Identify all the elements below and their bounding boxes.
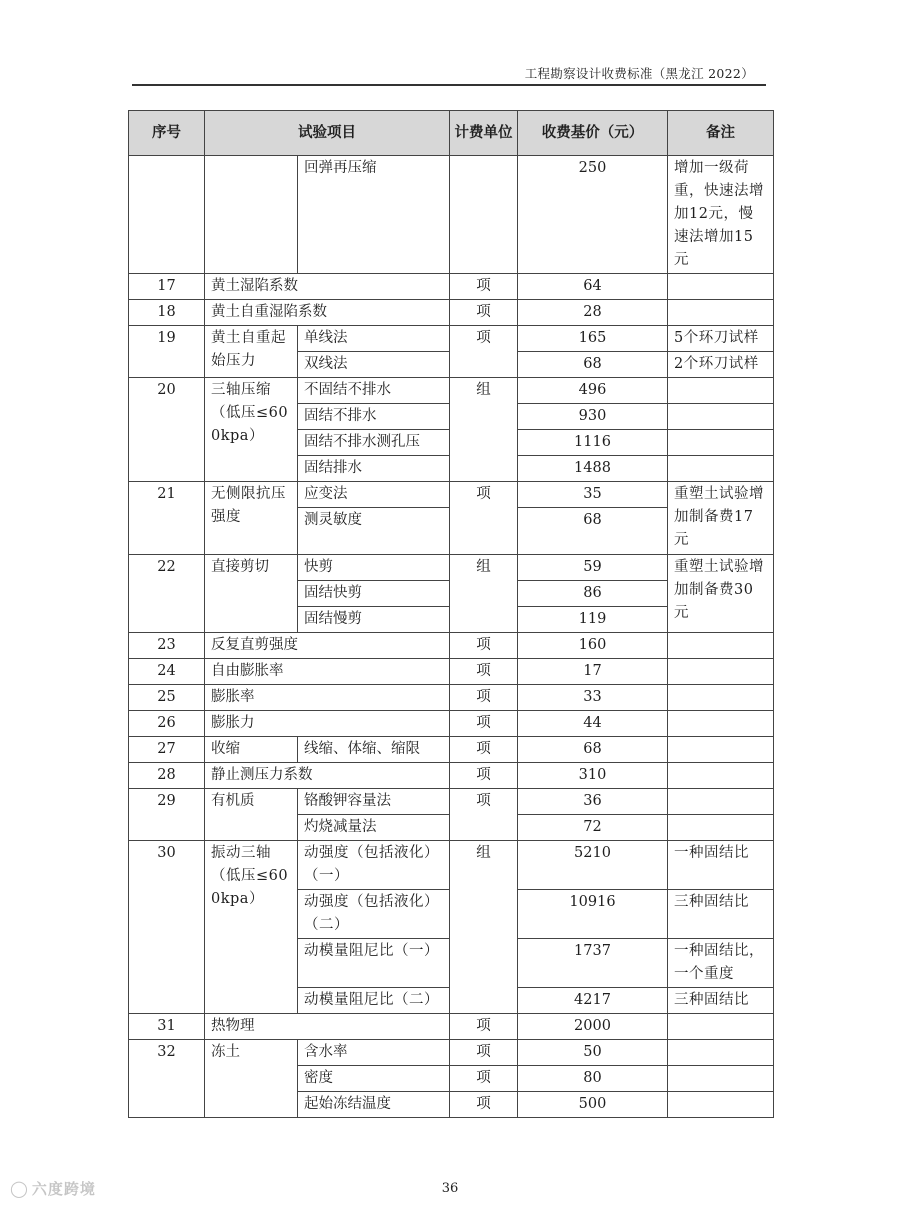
table-row [129,789,774,815]
row-price: 1116 [518,430,668,456]
row-unit: 组 [450,841,518,1014]
row-price: 68 [518,352,668,378]
row-subitem: 快剪 [298,555,450,581]
row-remark [668,300,774,326]
row-item [205,156,298,274]
row-unit: 项 [450,763,518,789]
row-price: 1737 [518,939,668,988]
row-number: 30 [129,841,205,1014]
row-remark: 一种固结比 [668,841,774,890]
row-subitem: 回弹再压缩 [298,156,450,274]
table-row [129,659,774,685]
row-unit: 组 [450,555,518,633]
row-price: 165 [518,326,668,352]
row-item: 振动三轴（低压≤600kpa） [205,841,298,1014]
row-remark [668,404,774,430]
row-price: 28 [518,300,668,326]
row-number: 20 [129,378,205,482]
row-remark: 一种固结比，一个重度 [668,939,774,988]
row-price: 33 [518,685,668,711]
row-number: 21 [129,482,205,555]
row-unit: 项 [450,1040,518,1066]
table-row [129,711,774,737]
row-number: 22 [129,555,205,633]
row-subitem: 固结慢剪 [298,607,450,633]
row-unit: 项 [450,274,518,300]
row-price: 64 [518,274,668,300]
row-item: 有机质 [205,789,298,841]
table-row [129,300,774,326]
row-subitem: 含水率 [298,1040,450,1066]
row-number: 26 [129,711,205,737]
header-remark: 备注 [668,111,774,156]
row-price: 86 [518,581,668,607]
row-number: 32 [129,1040,205,1118]
row-item: 黄土自重湿陷系数 [205,300,450,326]
watermark-text: 六度跨境 [31,1180,96,1198]
row-item: 热物理 [205,1014,450,1040]
row-unit: 项 [450,711,518,737]
row-subitem: 固结不排水 [298,404,450,430]
row-item: 静止测压力系数 [205,763,450,789]
table-row [129,378,774,404]
row-remark [668,274,774,300]
row-price: 17 [518,659,668,685]
row-remark [668,789,774,815]
table-row [129,1014,774,1040]
row-number: 23 [129,633,205,659]
row-remark [668,685,774,711]
row-subitem: 铬酸钾容量法 [298,789,450,815]
row-item: 膨胀力 [205,711,450,737]
row-remark: 重塑土试验增加制备费17元 [668,482,774,555]
row-unit: 项 [450,659,518,685]
row-subitem: 动模量阻尼比（一） [298,939,450,988]
row-number: 29 [129,789,205,841]
row-unit: 项 [450,789,518,841]
table-row [129,633,774,659]
table-row [129,763,774,789]
table-row [129,841,774,890]
row-subitem: 单线法 [298,326,450,352]
row-subitem: 双线法 [298,352,450,378]
row-number: 17 [129,274,205,300]
row-unit: 组 [450,378,518,482]
row-unit: 项 [450,300,518,326]
row-price: 500 [518,1092,668,1118]
row-remark: 三种固结比 [668,988,774,1014]
row-remark [668,737,774,763]
running-header: 工程勘察设计收费标准（黑龙江 2022） [524,66,754,81]
table-row [129,555,774,581]
row-number: 25 [129,685,205,711]
row-remark: 2个环刀试样 [668,352,774,378]
row-price: 2000 [518,1014,668,1040]
row-price: 72 [518,815,668,841]
row-unit: 项 [450,1092,518,1118]
table-row [129,326,774,352]
row-price: 5210 [518,841,668,890]
row-number [129,156,205,274]
row-price: 80 [518,1066,668,1092]
row-remark [668,456,774,482]
row-subitem: 测灵敏度 [298,508,450,555]
row-subitem: 灼烧减量法 [298,815,450,841]
row-subitem: 固结排水 [298,456,450,482]
table-row [129,274,774,300]
row-price: 160 [518,633,668,659]
page-number: 36 [441,1181,459,1196]
row-item: 冻土 [205,1040,298,1118]
row-subitem: 动强度（包括液化）（一） [298,841,450,890]
row-remark [668,378,774,404]
row-remark [668,1092,774,1118]
row-remark: 重塑土试验增加制备费30元 [668,555,774,633]
row-remark [668,815,774,841]
row-subitem: 动模量阻尼比（二） [298,988,450,1014]
header-unit: 计费单位 [450,111,518,156]
row-subitem: 不固结不排水 [298,378,450,404]
row-unit: 项 [450,1014,518,1040]
row-item: 反复直剪强度 [205,633,450,659]
row-price: 4217 [518,988,668,1014]
row-item: 黄土湿陷系数 [205,274,450,300]
row-number: 19 [129,326,205,378]
row-remark [668,711,774,737]
row-item: 直接剪切 [205,555,298,633]
header-item: 试验项目 [205,111,450,156]
row-remark [668,633,774,659]
row-subitem: 应变法 [298,482,450,508]
row-subitem: 线缩、体缩、缩限 [298,737,450,763]
row-subitem: 固结不排水测孔压 [298,430,450,456]
row-subitem: 固结快剪 [298,581,450,607]
row-unit: 项 [450,482,518,555]
row-item: 自由膨胀率 [205,659,450,685]
header-seq: 序号 [129,111,205,156]
row-number: 18 [129,300,205,326]
row-price: 36 [518,789,668,815]
row-price: 68 [518,737,668,763]
row-unit: 项 [450,685,518,711]
row-number: 28 [129,763,205,789]
table-row [129,482,774,508]
row-price: 59 [518,555,668,581]
table-row [129,685,774,711]
row-remark [668,763,774,789]
row-subitem: 动强度（包括液化）（二） [298,890,450,939]
row-remark: 5个环刀试样 [668,326,774,352]
header-price: 收费基价（元） [518,111,668,156]
header-rule [132,84,766,86]
row-remark: 增加一级荷重，快速法增加12元，慢速法增加15元 [668,156,774,274]
row-price: 68 [518,508,668,555]
row-remark [668,1040,774,1066]
row-price: 44 [518,711,668,737]
fee-table [128,110,774,1118]
table-row [129,737,774,763]
table-header-row [129,111,774,156]
row-item: 三轴压缩（低压≤600kpa） [205,378,298,482]
row-price: 310 [518,763,668,789]
row-item: 无侧限抗压强度 [205,482,298,555]
row-number: 24 [129,659,205,685]
row-price: 10916 [518,890,668,939]
row-remark [668,659,774,685]
row-subitem: 起始冻结温度 [298,1092,450,1118]
row-item: 收缩 [205,737,298,763]
row-unit: 项 [450,326,518,378]
row-price: 250 [518,156,668,274]
row-number: 31 [129,1014,205,1040]
row-remark [668,430,774,456]
row-price: 496 [518,378,668,404]
table-row [129,1040,774,1066]
row-price: 1488 [518,456,668,482]
row-unit [450,156,518,274]
row-item: 膨胀率 [205,685,450,711]
row-subitem: 密度 [298,1066,450,1092]
row-item: 黄土自重起始压力 [205,326,298,378]
row-remark [668,1066,774,1092]
row-price: 50 [518,1040,668,1066]
row-unit: 项 [450,633,518,659]
row-price: 119 [518,607,668,633]
table-row [129,156,774,274]
row-number: 27 [129,737,205,763]
row-unit: 项 [450,737,518,763]
row-remark: 三种固结比 [668,890,774,939]
row-price: 35 [518,482,668,508]
chat-bubble-icon: ◯ [10,1179,29,1198]
row-unit: 项 [450,1066,518,1092]
row-remark [668,1014,774,1040]
row-price: 930 [518,404,668,430]
